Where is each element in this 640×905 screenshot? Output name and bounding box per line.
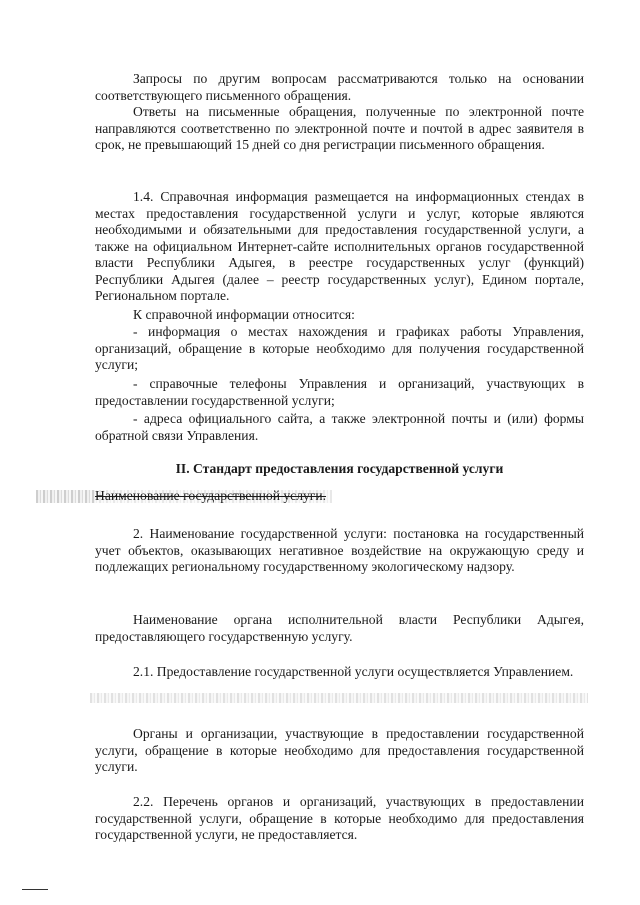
paragraph-authority: Наименование органа исполнительной власти Республики Адыгея, предоставляющего государственную услугу. [95,612,584,644]
paragraph-reference-info: К справочной информации относится: [133,307,355,322]
paragraph-2: 2. Наименование государственной услуги: постановка на государственный учет объектов, оказывающих негативное воздействие на окружающую среду и подлежащих региональному государственному экологическому надзору. [95,526,584,574]
paragraph-organizations: Органы и организации, участвующие в предоставлении государственной услуги, обращение в которые необходимо для предоставления государственной услуги. [95,726,584,774]
paragraph-2-1: 2.1. Предоставление государственной услуги осуществляется Управлением. [133,664,574,679]
paragraph-1-4: 1.4. Справочная информация размещается на информационных стендах в местах предоставления государственной услуги и услуг, которые являются необходимыми и обязательными для предоставления государственной услуги, а также на официальном Интернет-сайте исполнительных органов государственной власти Республики Адыгея, в реестре государственных услуг (функций) Республики Адыгея (далее – реестр государственных услуг), Едином портале, Региональном портале. [95,189,584,303]
footnote-rule [22,889,48,890]
section-heading: II. Стандарт предоставления государственной услуги [175,461,504,476]
paragraph-2-2: 2.2. Перечень органов и организаций, участвующих в предоставлении государственной услуги, обращение в которые необходимо для предоставления государственной услуги, не предоставляется. [95,794,584,842]
scan-noise [90,693,588,703]
paragraph-answers: Ответы на письменные обращения, полученные по электронной почте направляются соответственно по электронной почте и почтой в адрес заявителя в срок, не превышающий 15 дней со дня регистрации письменного обращения. [95,104,584,152]
list-item-phones: - справочные телефоны Управления и организаций, участвующих в предоставлении государственной услуги; [95,376,584,408]
struck-line: Наименование государственной услуги. [95,488,335,505]
list-item-locations: - информация о местах нахождения и графиках работы Управления, организаций, обращение в которые необходимо для получения государственной услуги; [95,324,584,372]
paragraph-requests: Запросы по другим вопросам рассматриваются только на основании соответствующего письменного обращения. [95,71,584,103]
list-item-website: - адреса официального сайта, а также электронной почты и (или) формы обратной связи Управления. [95,411,584,443]
